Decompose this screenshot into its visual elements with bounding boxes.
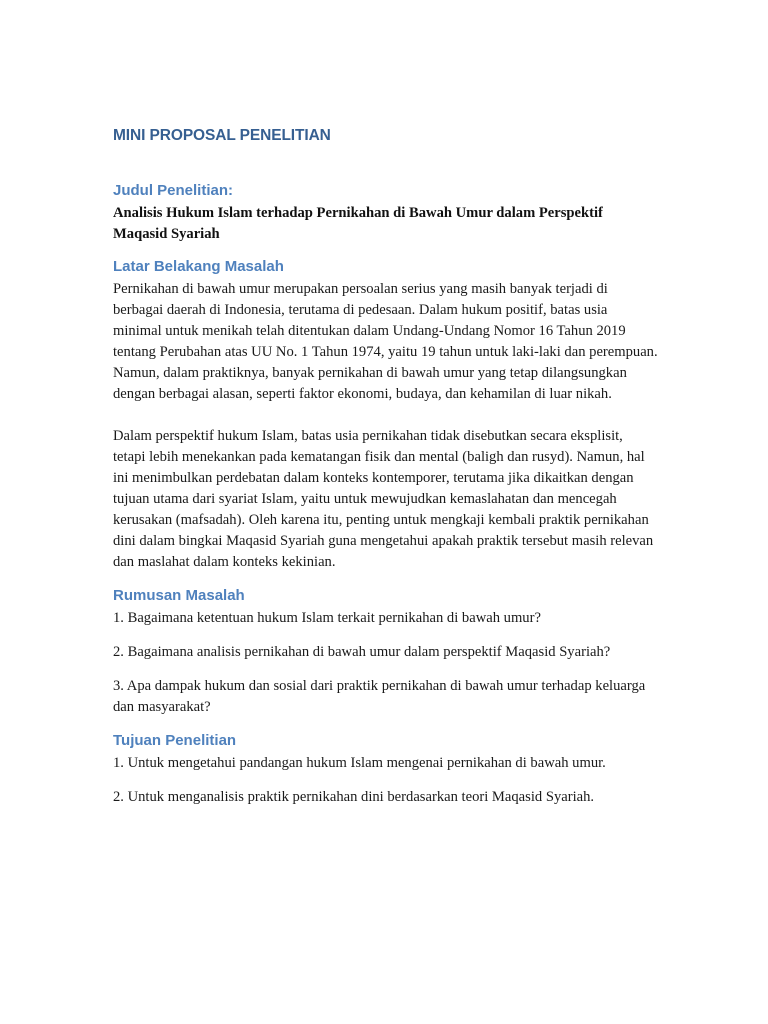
heading-rumusan-masalah: Rumusan Masalah bbox=[113, 587, 245, 604]
heading-latar-belakang: Latar Belakang Masalah bbox=[113, 258, 284, 275]
tujuan-item-2: 2. Untuk menganalisis praktik pernikahan dini berdasarkan teori Maqasid Syariah. bbox=[113, 789, 595, 805]
research-title: Analisis Hukum Islam terhadap Pernikahan di Bawah Umur dalam Perspektif Maqasid Syariah bbox=[113, 205, 603, 242]
rumusan-item-1: 1. Bagaimana ketentuan hukum Islam terkait pernikahan di bawah umur? bbox=[113, 610, 541, 626]
latar-paragraph-1: Pernikahan di bawah umur merupakan persoalan serius yang masih banyak terjadi di berbagai daerah di Indonesia, terutama di pedesaan. Dalam hukum positif, batas usia minimal untuk menikah telah ditentukan dalam Undang-Undang Nomor 16 Tahun 2019 tentang Perubahan atas UU No. 1 Tahun 1974, yaitu 19 tahun untuk laki-laki dan perempuan. Namun, dalam praktiknya, banyak pernikahan di bawah umur yang tetap dilangsungkan dengan berbagai alasan, seperti faktor ekonomi, budaya, dan kehamilan di luar nikah. bbox=[113, 281, 658, 402]
latar-paragraph-2: Dalam perspektif hukum Islam, batas usia pernikahan tidak disebutkan secara eksplisit, tetapi lebih menekankan pada kematangan fisik dan mental (baligh dan rusyd). Namun, hal ini menimbulkan perdebatan dalam konteks kontemporer, terutama jika dikaitkan dengan tujuan utama dari syariat Islam, yaitu untuk mewujudkan kemaslahatan dan mencegah kerusakan (mafsadah). Oleh karena itu, penting untuk mengkaji kembali praktik pernikahan dini dalam bingkai Maqasid Syariah guna mengetahui apakah praktik tersebut masih relevan dan maslahat dalam konteks kekinian. bbox=[113, 428, 654, 570]
rumusan-item-3: 3. Apa dampak hukum dan sosial dari praktik pernikahan di bawah umur terhadap keluarga dan masyarakat? bbox=[113, 678, 646, 715]
rumusan-item-2: 2. Bagaimana analisis pernikahan di bawah umur dalam perspektif Maqasid Syariah? bbox=[113, 644, 611, 660]
heading-judul-penelitian: Judul Penelitian: bbox=[113, 182, 234, 199]
heading-tujuan-penelitian: Tujuan Penelitian bbox=[113, 732, 237, 749]
tujuan-item-1: 1. Untuk mengetahui pandangan hukum Islam mengenai pernikahan di bawah umur. bbox=[113, 755, 606, 771]
document-page bbox=[113, 124, 658, 808]
document-title: MINI PROPOSAL PENELITIAN bbox=[113, 127, 331, 144]
